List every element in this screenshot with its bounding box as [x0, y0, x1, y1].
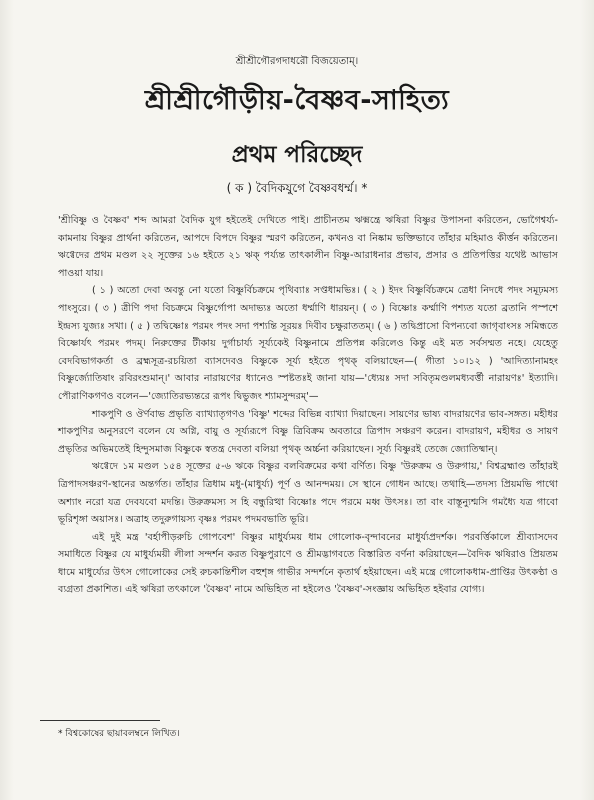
paragraph: শাকপুণি ও ঔর্ণবাভ প্রভৃতি ব্যাখ্যাতৃগণও 'বিষ্ণু' শব্দের বিভিন্ন ব্যাখ্যা দিয়াছেন। সায়ণের ভাষ্য বাদরায়ণের ভাব-সঙ্গত। মহীধর শাকপুণির অনুসরণে বলেন যে অগ্নি, বায়ু ও সূর্য্যরূপে বিষ্ণু ত্রিবিক্রম অবতারে ত্রিপাদ সঞ্চরণ করেন। বাদরায়ণ, মহীধর ও সায়ণ প্রভৃতির অভিমতেই হিন্দুসমাজ বিষ্ণুকে স্বতন্ত্র দেবতা বলিয়া পৃথক্ অর্চ্চনা করিয়াছেন। সূর্য্য বিষ্ণুরই তেজে জ্যোতিষ্মান্। [58, 408, 558, 455]
footnote-divider [40, 720, 160, 721]
section-title: ( ক ) বৈদিকযুগে বৈষ্ণবধর্ম্ম। * [226, 181, 368, 195]
paragraph: ঋগ্বেদে ১ম মণ্ডল ১৫৪ সূক্তের ৫-৬ ঋকে বিষ্ণুর বলবিক্রমের কথা বর্ণিত। বিষ্ণু 'উরুক্রম ও উরুগায়,' বিশ্বব্রহ্মাণ্ড তাঁহারই ত্রিপাদসঞ্চরণ-স্থানের অন্তর্গত। তাঁহার ত্রিধাম মধু-(মাধুর্য্য) পূর্ণ ও আনন্দময়। সে স্থানে গোধন আছে। তথাহি—তদস্য প্রিয়মভি পাথো অশ্যাং নরো যত্র দেবযবো মদন্তি। উরুক্রমস্য স হি বন্ধুরিত্থা বিষ্ণোঃ পদে পরমে মধ্ব উৎসঃ। তা বাং বাস্তূন্যুশ্মসি গমধ্যৈ যত্র গাবো ভূরিশৃঙ্গা অয়াসঃ। অত্রাহ তদুরুগায়স্য বৃষ্ণঃ পরমং পদমবভাতি ভূরি। [58, 461, 558, 526]
paragraph: ( ১ ) অতো দেবা অবন্তু নো যতো বিষ্ণুর্বিচক্রমে পৃথিব্যাঃ সপ্তধামভিঃ। ( ২ ) ইদং বিষ্ণুর্বিচক্রমে ত্রেধা নিদধে পদং সমূঢ়মস্য পাংসুরে। ( ৩ ) ত্রীণি পদা বিচক্রমে বিষ্ণুর্গোপা অদাভ্যঃ অতো ধর্ম্মাণি ধারয়ন্। ( ৩ ) বিষ্ণোঃ কর্ম্মাণি পশ্যত যতো ব্রতানি পস্পশে ইন্দ্রস্য যুজ্যঃ সখা। ( ৫ ) তদ্বিষ্ণোঃ পরমং পদং সদা পশ্যন্তি সূরয়ঃ দিবীব চক্ষুরাততম্। ( ৬ ) তদ্বিপ্রাসো বিপন্যবো জাগৃবাংসঃ সমিন্ধতে বিষ্ণোর্যৎ পরমং পদম্। নিরুক্তের টীকায় দুর্গাচার্য্য সূর্য্যকেই বিষ্ণুনামে প্রতিপন্ন করিলেও কিন্তু এই মত সর্বসম্মত নহে। যেহেতু বেদবিভাগকর্তা ও ব্রহ্মসূত্র-রচয়িতা ব্যাসদেবও বিষ্ণুকে সূর্য্য হইতে পৃথক্ বলিয়াছেন—( গীতা ১০।১২ ) 'আদিত্যানামহং বিষ্ণুর্জ্যোতিষাং রবিরংশুমান্।' আবার নারায়ণের ধ্যানেও স্পষ্টতঃই জানা যায়—'ধ্যেয়ঃ সদা সবিতৃমণ্ডলমধ্যবর্ত্তী নারায়ণঃ' ইত্যাদি। পৌরাণিকগণও বলেন—'জ্যোতিরভ্যন্তরে রূপং দ্বিভুজং শ্যামসুন্দরম্'— [58, 285, 558, 402]
chapter-title: প্রথম পরিচ্ছেদ [231, 142, 363, 168]
footnote: * বিশ্বকোষের ছায়াবলম্বনে লিখিত। [58, 729, 180, 739]
paragraph: এই দুই মন্ত্র 'বর্হাপীড়রুচি গোপবেশ' বিষ্ণুর মাধুর্য্যময় ধাম গোলোক-বৃন্দাবনের মাধুর্য্যপ্রদর্শক। পরবর্ত্তিকালে শ্রীব্যাসদেব সমাধিতে বিষ্ণুর যে মাধুর্য্যময়ী লীলা সন্দর্শন করত বিষ্ণুপুরাণে ও শ্রীমদ্ভাগবতে বিস্তারিত বর্ণনা করিয়াছেন—বৈদিক ঋষিরাও প্রিয়তম ধামে মাধুর্য্যের উৎস গোলোকের সেই রুচকান্তিশীল বহুশৃঙ্গ গাভীর সন্দর্শনে কৃতার্থ হইয়াছেন। এই মন্ত্রে গোলোকধাম-প্রাপ্তির উৎকণ্ঠা ও ব্যগ্রতা প্রকাশিত। এই ঋষিরা তৎকালে 'বৈষ্ণব' নামে অভিহিত না হইলেও 'বৈষ্ণব'-সংজ্ঞায় অভিহিত হইবার যোগ্য। [58, 531, 558, 596]
book-title: শ্রীশ্রীগৌড়ীয়-বৈষ্ণব-সাহিত্য [144, 85, 450, 116]
body-text [58, 212, 558, 599]
invocation-line: শ্রীশ্রীগৌরগদাধরৌ বিজয়েতাম্। [235, 56, 359, 67]
paragraph: 'শ্রীবিষ্ণু ও বৈষ্ণব' শব্দ আমরা বৈদিক যুগ হইতেই দেখিতে পাই। প্রাচীনতম ঋক্মন্ত্রে ঋষিরা বিষ্ণুর উপাসনা করিতেন, ভোগৈশ্বর্য্য-কামনায় বিষ্ণুর প্রার্থনা করিতেন, আপদে বিপদে বিষ্ণুর স্মরণ করিতেন, কখনও বা নিষ্কাম ভক্তিভাবে তাঁহার মহিমাও কীর্ত্তন করিতেন। ঋগ্বেদের প্রথম মণ্ডল ২২ সূক্তের ১৬ হইতে ২১ ঋক্ পর্য্যন্ত তাৎকালীন বিষ্ণু-আরাধনার প্রভাব, প্রসার ও প্রতিপত্তির যথেষ্ট আভাস পাওয়া যায়। [58, 215, 558, 279]
